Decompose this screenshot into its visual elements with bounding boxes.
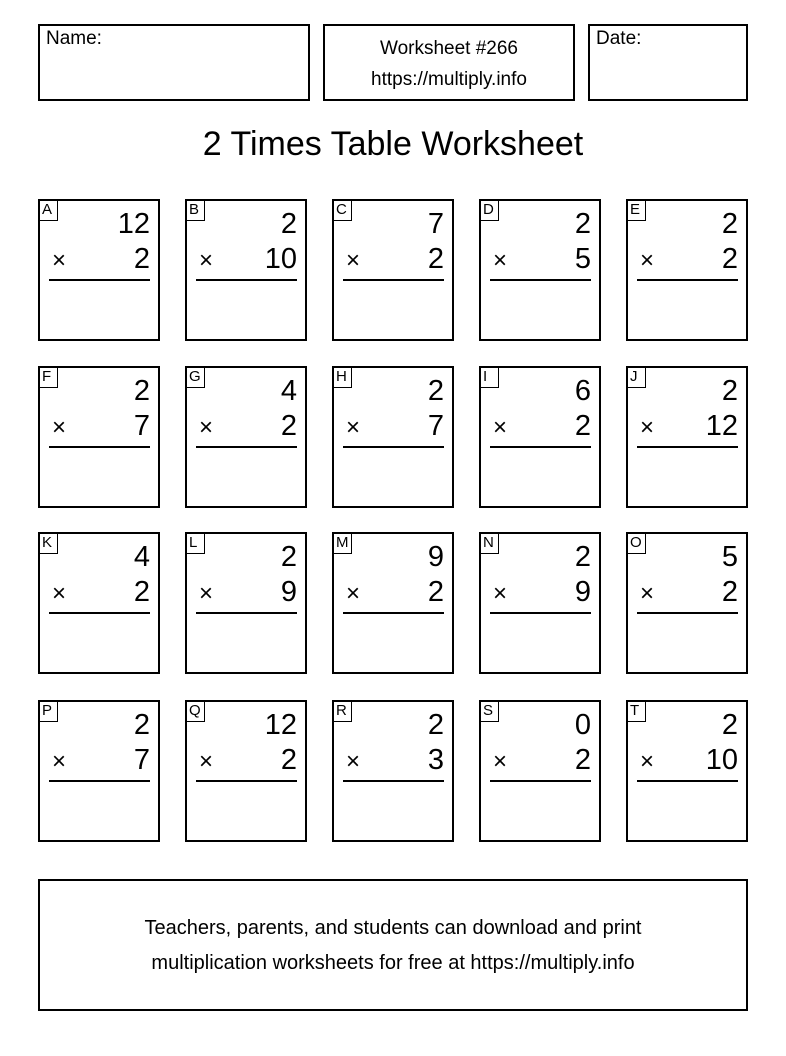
multiplier: 7 bbox=[133, 744, 150, 776]
multiply-sign: × bbox=[640, 247, 655, 274]
name-label: Name: bbox=[46, 28, 102, 49]
multiplicand: 2 bbox=[133, 709, 150, 741]
answer-line bbox=[49, 279, 150, 281]
problem-label: C bbox=[332, 199, 352, 221]
footer-line-2: multiplication worksheets for free at https://multiply.info bbox=[151, 952, 635, 974]
multiplier: 7 bbox=[427, 410, 444, 442]
problem-card[interactable] bbox=[38, 199, 160, 341]
problem-card[interactable] bbox=[626, 199, 748, 341]
multiply-sign: × bbox=[199, 580, 214, 607]
answer-line bbox=[343, 279, 444, 281]
multiplicand: 12 bbox=[117, 208, 150, 240]
problem-label: J bbox=[626, 366, 646, 388]
answer-line bbox=[343, 612, 444, 614]
answer-line bbox=[637, 780, 738, 782]
problem-label: N bbox=[479, 532, 499, 554]
multiplicand: 0 bbox=[574, 709, 591, 741]
problem-label: F bbox=[38, 366, 58, 388]
multiply-sign: × bbox=[199, 247, 214, 274]
answer-line bbox=[637, 612, 738, 614]
multiplier: 2 bbox=[133, 576, 150, 608]
problem-label: M bbox=[332, 532, 352, 554]
multiplicand: 2 bbox=[574, 208, 591, 240]
problem-label: L bbox=[185, 532, 205, 554]
answer-line bbox=[490, 780, 591, 782]
multiply-sign: × bbox=[52, 247, 67, 274]
problem-card[interactable] bbox=[479, 366, 601, 508]
problem-card[interactable] bbox=[626, 700, 748, 842]
problem-label: B bbox=[185, 199, 205, 221]
multiplier: 2 bbox=[133, 243, 150, 275]
multiplicand: 2 bbox=[427, 375, 444, 407]
problem-card[interactable] bbox=[38, 366, 160, 508]
problem-label: Q bbox=[185, 700, 205, 722]
problem-label: P bbox=[38, 700, 58, 722]
problem-label: H bbox=[332, 366, 352, 388]
multiplicand: 2 bbox=[280, 541, 297, 573]
multiplier: 3 bbox=[427, 744, 444, 776]
problem-card[interactable] bbox=[332, 700, 454, 842]
answer-line bbox=[637, 446, 738, 448]
worksheet-number: Worksheet #266 bbox=[379, 38, 518, 59]
footer-line-1: Teachers, parents, and students can download and print bbox=[144, 917, 642, 939]
worksheet-url: https://multiply.info bbox=[371, 69, 527, 90]
multiplier: 2 bbox=[427, 243, 444, 275]
answer-line bbox=[343, 780, 444, 782]
problem-card[interactable] bbox=[332, 366, 454, 508]
multiply-sign: × bbox=[52, 580, 67, 607]
answer-line bbox=[343, 446, 444, 448]
multiply-sign: × bbox=[346, 247, 361, 274]
problem-label: G bbox=[185, 366, 205, 388]
answer-line bbox=[196, 612, 297, 614]
multiplier: 2 bbox=[574, 410, 591, 442]
problem-card[interactable] bbox=[626, 366, 748, 508]
multiply-sign: × bbox=[640, 748, 655, 775]
problem-card[interactable] bbox=[332, 532, 454, 674]
multiply-sign: × bbox=[346, 748, 361, 775]
answer-line bbox=[490, 446, 591, 448]
multiplicand: 2 bbox=[721, 375, 738, 407]
multiplier: 9 bbox=[574, 576, 591, 608]
multiply-sign: × bbox=[346, 414, 361, 441]
multiplier: 5 bbox=[574, 243, 591, 275]
problem-label: I bbox=[479, 366, 499, 388]
multiplier: 2 bbox=[427, 576, 444, 608]
multiply-sign: × bbox=[493, 414, 508, 441]
worksheet-info-box bbox=[323, 24, 575, 101]
multiplicand: 5 bbox=[721, 541, 738, 573]
multiplier: 10 bbox=[264, 243, 297, 275]
multiplier: 2 bbox=[280, 410, 297, 442]
problem-label: K bbox=[38, 532, 58, 554]
multiplicand: 2 bbox=[427, 709, 444, 741]
multiplicand: 2 bbox=[133, 375, 150, 407]
problem-card[interactable] bbox=[626, 532, 748, 674]
multiply-sign: × bbox=[52, 414, 67, 441]
multiplier: 10 bbox=[705, 744, 738, 776]
multiply-sign: × bbox=[493, 247, 508, 274]
problem-label: E bbox=[626, 199, 646, 221]
multiply-sign: × bbox=[640, 580, 655, 607]
answer-line bbox=[490, 279, 591, 281]
problem-label: A bbox=[38, 199, 58, 221]
answer-line bbox=[196, 446, 297, 448]
multiplicand: 9 bbox=[427, 541, 444, 573]
multiplicand: 12 bbox=[264, 709, 297, 741]
multiplicand: 6 bbox=[574, 375, 591, 407]
problem-label: R bbox=[332, 700, 352, 722]
multiply-sign: × bbox=[493, 748, 508, 775]
problem-label: S bbox=[479, 700, 499, 722]
multiplicand: 2 bbox=[721, 709, 738, 741]
multiply-sign: × bbox=[52, 748, 67, 775]
answer-line bbox=[49, 612, 150, 614]
problem-card[interactable] bbox=[479, 532, 601, 674]
problem-card[interactable] bbox=[185, 700, 307, 842]
multiplicand: 4 bbox=[133, 541, 150, 573]
problem-card[interactable] bbox=[185, 199, 307, 341]
multiplicand: 2 bbox=[721, 208, 738, 240]
multiply-sign: × bbox=[346, 580, 361, 607]
multiplicand: 4 bbox=[280, 375, 297, 407]
answer-line bbox=[196, 780, 297, 782]
problem-label: O bbox=[626, 532, 646, 554]
problem-card[interactable] bbox=[479, 700, 601, 842]
answer-line bbox=[637, 279, 738, 281]
problem-card[interactable] bbox=[185, 532, 307, 674]
problem-card[interactable] bbox=[38, 700, 160, 842]
footer-note bbox=[38, 879, 748, 1011]
page-title: 2 Times Table Worksheet bbox=[202, 125, 584, 163]
name-box[interactable] bbox=[38, 24, 310, 101]
answer-line bbox=[490, 612, 591, 614]
answer-line bbox=[49, 780, 150, 782]
multiplier: 7 bbox=[133, 410, 150, 442]
multiply-sign: × bbox=[493, 580, 508, 607]
multiplier: 12 bbox=[705, 410, 738, 442]
problem-card[interactable] bbox=[185, 366, 307, 508]
multiply-sign: × bbox=[640, 414, 655, 441]
multiply-sign: × bbox=[199, 748, 214, 775]
problem-label: D bbox=[479, 199, 499, 221]
multiplier: 2 bbox=[574, 744, 591, 776]
problem-card[interactable] bbox=[332, 199, 454, 341]
date-box[interactable] bbox=[588, 24, 748, 101]
multiplier: 2 bbox=[721, 576, 738, 608]
multiplicand: 2 bbox=[280, 208, 297, 240]
multiplier: 2 bbox=[721, 243, 738, 275]
multiplicand: 2 bbox=[574, 541, 591, 573]
problem-label: T bbox=[626, 700, 646, 722]
answer-line bbox=[196, 279, 297, 281]
multiply-sign: × bbox=[199, 414, 214, 441]
date-label: Date: bbox=[596, 28, 642, 49]
problem-card[interactable] bbox=[38, 532, 160, 674]
multiplier: 2 bbox=[280, 744, 297, 776]
problem-card[interactable] bbox=[479, 199, 601, 341]
multiplier: 9 bbox=[280, 576, 297, 608]
answer-line bbox=[49, 446, 150, 448]
multiplicand: 7 bbox=[427, 208, 444, 240]
